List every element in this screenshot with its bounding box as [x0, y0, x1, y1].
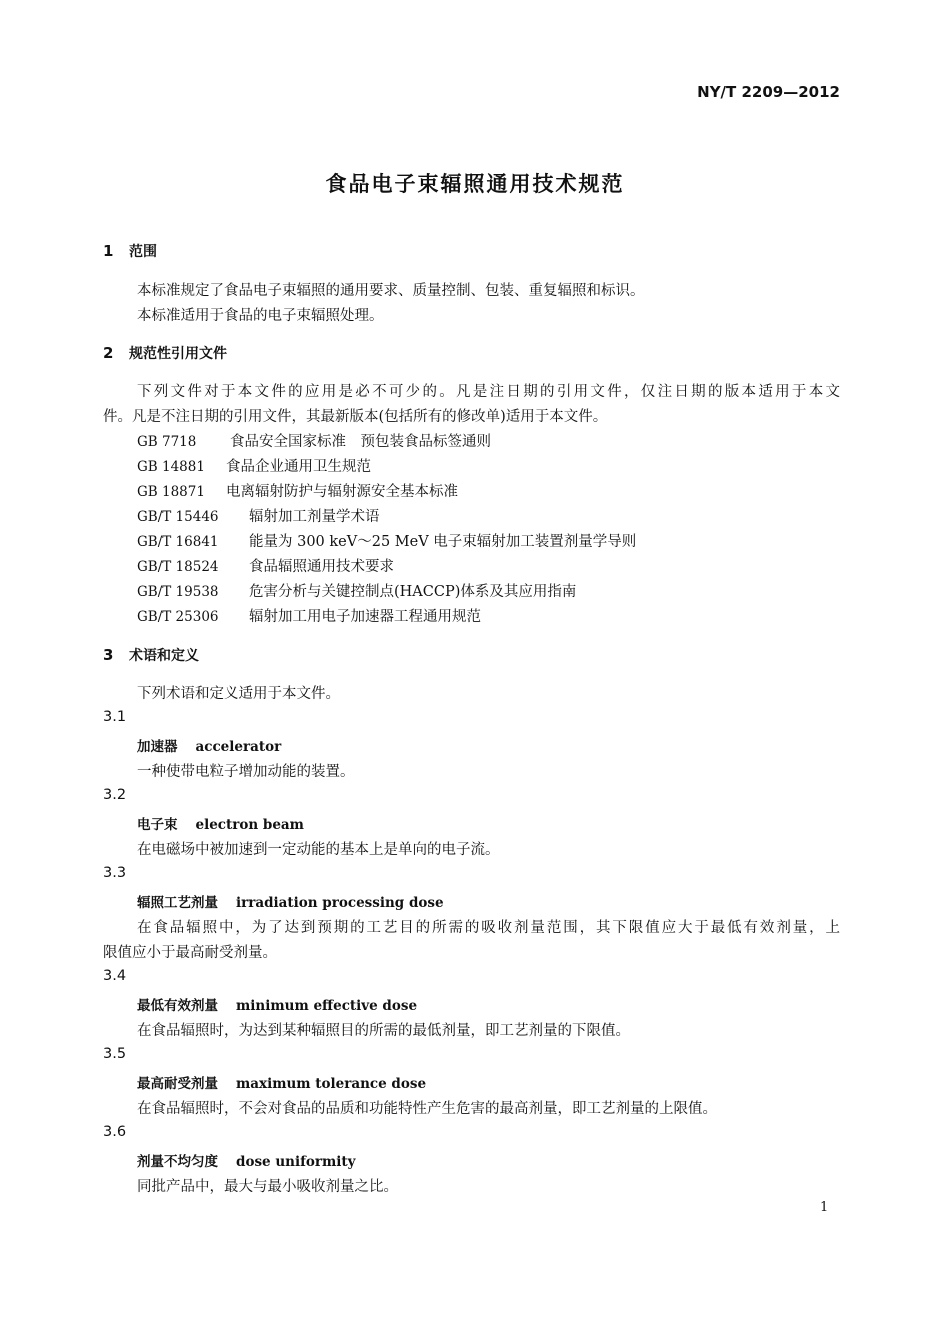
reference-title: 辐射加工用电子加速器工程通用规范 — [249, 609, 481, 625]
term-en: electron beam — [195, 817, 304, 833]
reference-title: 危害分析与关键控制点(HACCP)体系及其应用指南 — [249, 584, 577, 600]
term-definition-line: 在食品辐照中，为了达到预期的工艺目的所需的吸收剂量范围，其下限值应大于最低有效剂量，上 — [137, 920, 840, 936]
reference-code: GB/T 16841 — [137, 534, 219, 550]
term-zh: 最低有效剂量 — [137, 998, 218, 1014]
reference-title: 辐射加工剂量学术语 — [249, 509, 380, 525]
term-zh: 加速器 — [137, 739, 178, 755]
section-number: 3 — [103, 646, 114, 664]
term-heading — [137, 1072, 426, 1092]
term-heading — [137, 1150, 356, 1170]
section-number: 1 — [103, 242, 114, 260]
paragraph-line: 下列文件对于本文件的应用是必不可少的。凡是注日期的引用文件，仅注日期的版本适用于本文 — [137, 384, 840, 400]
reference-title: 食品安全国家标准 预包装食品标签通则 — [230, 434, 491, 450]
reference-item — [137, 505, 380, 526]
term-definition: 同批产品中，最大与最小吸收剂量之比。 — [137, 1179, 398, 1195]
reference-title: 能量为 300 keV～25 MeV 电子束辐射加工装置剂量学导则 — [249, 534, 637, 550]
term-heading — [137, 994, 417, 1014]
reference-title: 食品企业通用卫生规范 — [226, 459, 371, 475]
reference-code: GB 7718 — [137, 434, 197, 450]
term-en: dose uniformity — [236, 1154, 356, 1170]
section-3-heading — [103, 645, 199, 665]
term-number: 3.6 — [103, 1124, 127, 1140]
reference-item — [137, 555, 394, 576]
term-number: 3.1 — [103, 709, 127, 725]
paragraph: 本标准规定了食品电子束辐照的通用要求、质量控制、包装、重复辐照和标识。 — [137, 283, 645, 299]
term-definition-line: 限值应小于最高耐受剂量。 — [103, 945, 277, 961]
reference-code: GB/T 25306 — [137, 609, 219, 625]
term-en: irradiation processing dose — [236, 895, 444, 911]
page-number: 1 — [820, 1200, 829, 1215]
term-definition: 在电磁场中被加速到一定动能的基本上是单向的电子流。 — [137, 842, 500, 858]
standard-number: NY/T 2209—2012 — [697, 83, 840, 101]
reference-item — [137, 605, 481, 626]
term-definition: 一种使带电粒子增加动能的装置。 — [137, 764, 355, 780]
term-heading — [137, 891, 444, 911]
reference-code: GB 14881 — [137, 459, 205, 475]
term-number: 3.3 — [103, 865, 127, 881]
reference-item — [137, 530, 636, 551]
term-zh: 最高耐受剂量 — [137, 1076, 218, 1092]
section-title: 范围 — [129, 244, 157, 260]
paragraph: 本标准适用于食品的电子束辐照处理。 — [137, 308, 384, 324]
section-title: 术语和定义 — [129, 648, 199, 664]
term-heading — [137, 813, 304, 833]
term-en: minimum effective dose — [236, 998, 418, 1014]
reference-item — [137, 455, 371, 476]
term-zh: 剂量不均匀度 — [137, 1154, 218, 1170]
reference-code: GB 18871 — [137, 484, 205, 500]
paragraph-line: 件。凡是不注日期的引用文件，其最新版本(包括所有的修改单)适用于本文件。 — [103, 409, 608, 425]
section-title: 规范性引用文件 — [129, 346, 227, 362]
term-en: accelerator — [195, 739, 282, 755]
reference-title: 电离辐射防护与辐射源安全基本标准 — [226, 484, 458, 500]
term-number: 3.4 — [103, 968, 127, 984]
reference-code: GB/T 19538 — [137, 584, 219, 600]
term-en: maximum tolerance dose — [236, 1076, 427, 1092]
term-zh: 电子束 — [137, 817, 178, 833]
reference-item — [137, 580, 576, 601]
term-heading — [137, 735, 281, 755]
reference-title: 食品辐照通用技术要求 — [249, 559, 394, 575]
document-title: 食品电子束辐照通用技术规范 — [325, 172, 625, 196]
section-2-heading — [103, 343, 227, 363]
term-definition: 在食品辐照时，为达到某种辐照目的所需的最低剂量，即工艺剂量的下限值。 — [137, 1023, 630, 1039]
reference-item — [137, 430, 491, 451]
reference-code: GB/T 18524 — [137, 559, 219, 575]
term-zh: 辐照工艺剂量 — [137, 895, 218, 911]
reference-code: GB/T 15446 — [137, 509, 219, 525]
paragraph: 下列术语和定义适用于本文件。 — [137, 686, 340, 702]
term-number: 3.2 — [103, 787, 127, 803]
section-1-heading — [103, 241, 157, 261]
term-number: 3.5 — [103, 1046, 127, 1062]
reference-item — [137, 480, 458, 501]
term-definition: 在食品辐照时，不会对食品的品质和功能特性产生危害的最高剂量，即工艺剂量的上限值。 — [137, 1101, 717, 1117]
section-number: 2 — [103, 344, 114, 362]
